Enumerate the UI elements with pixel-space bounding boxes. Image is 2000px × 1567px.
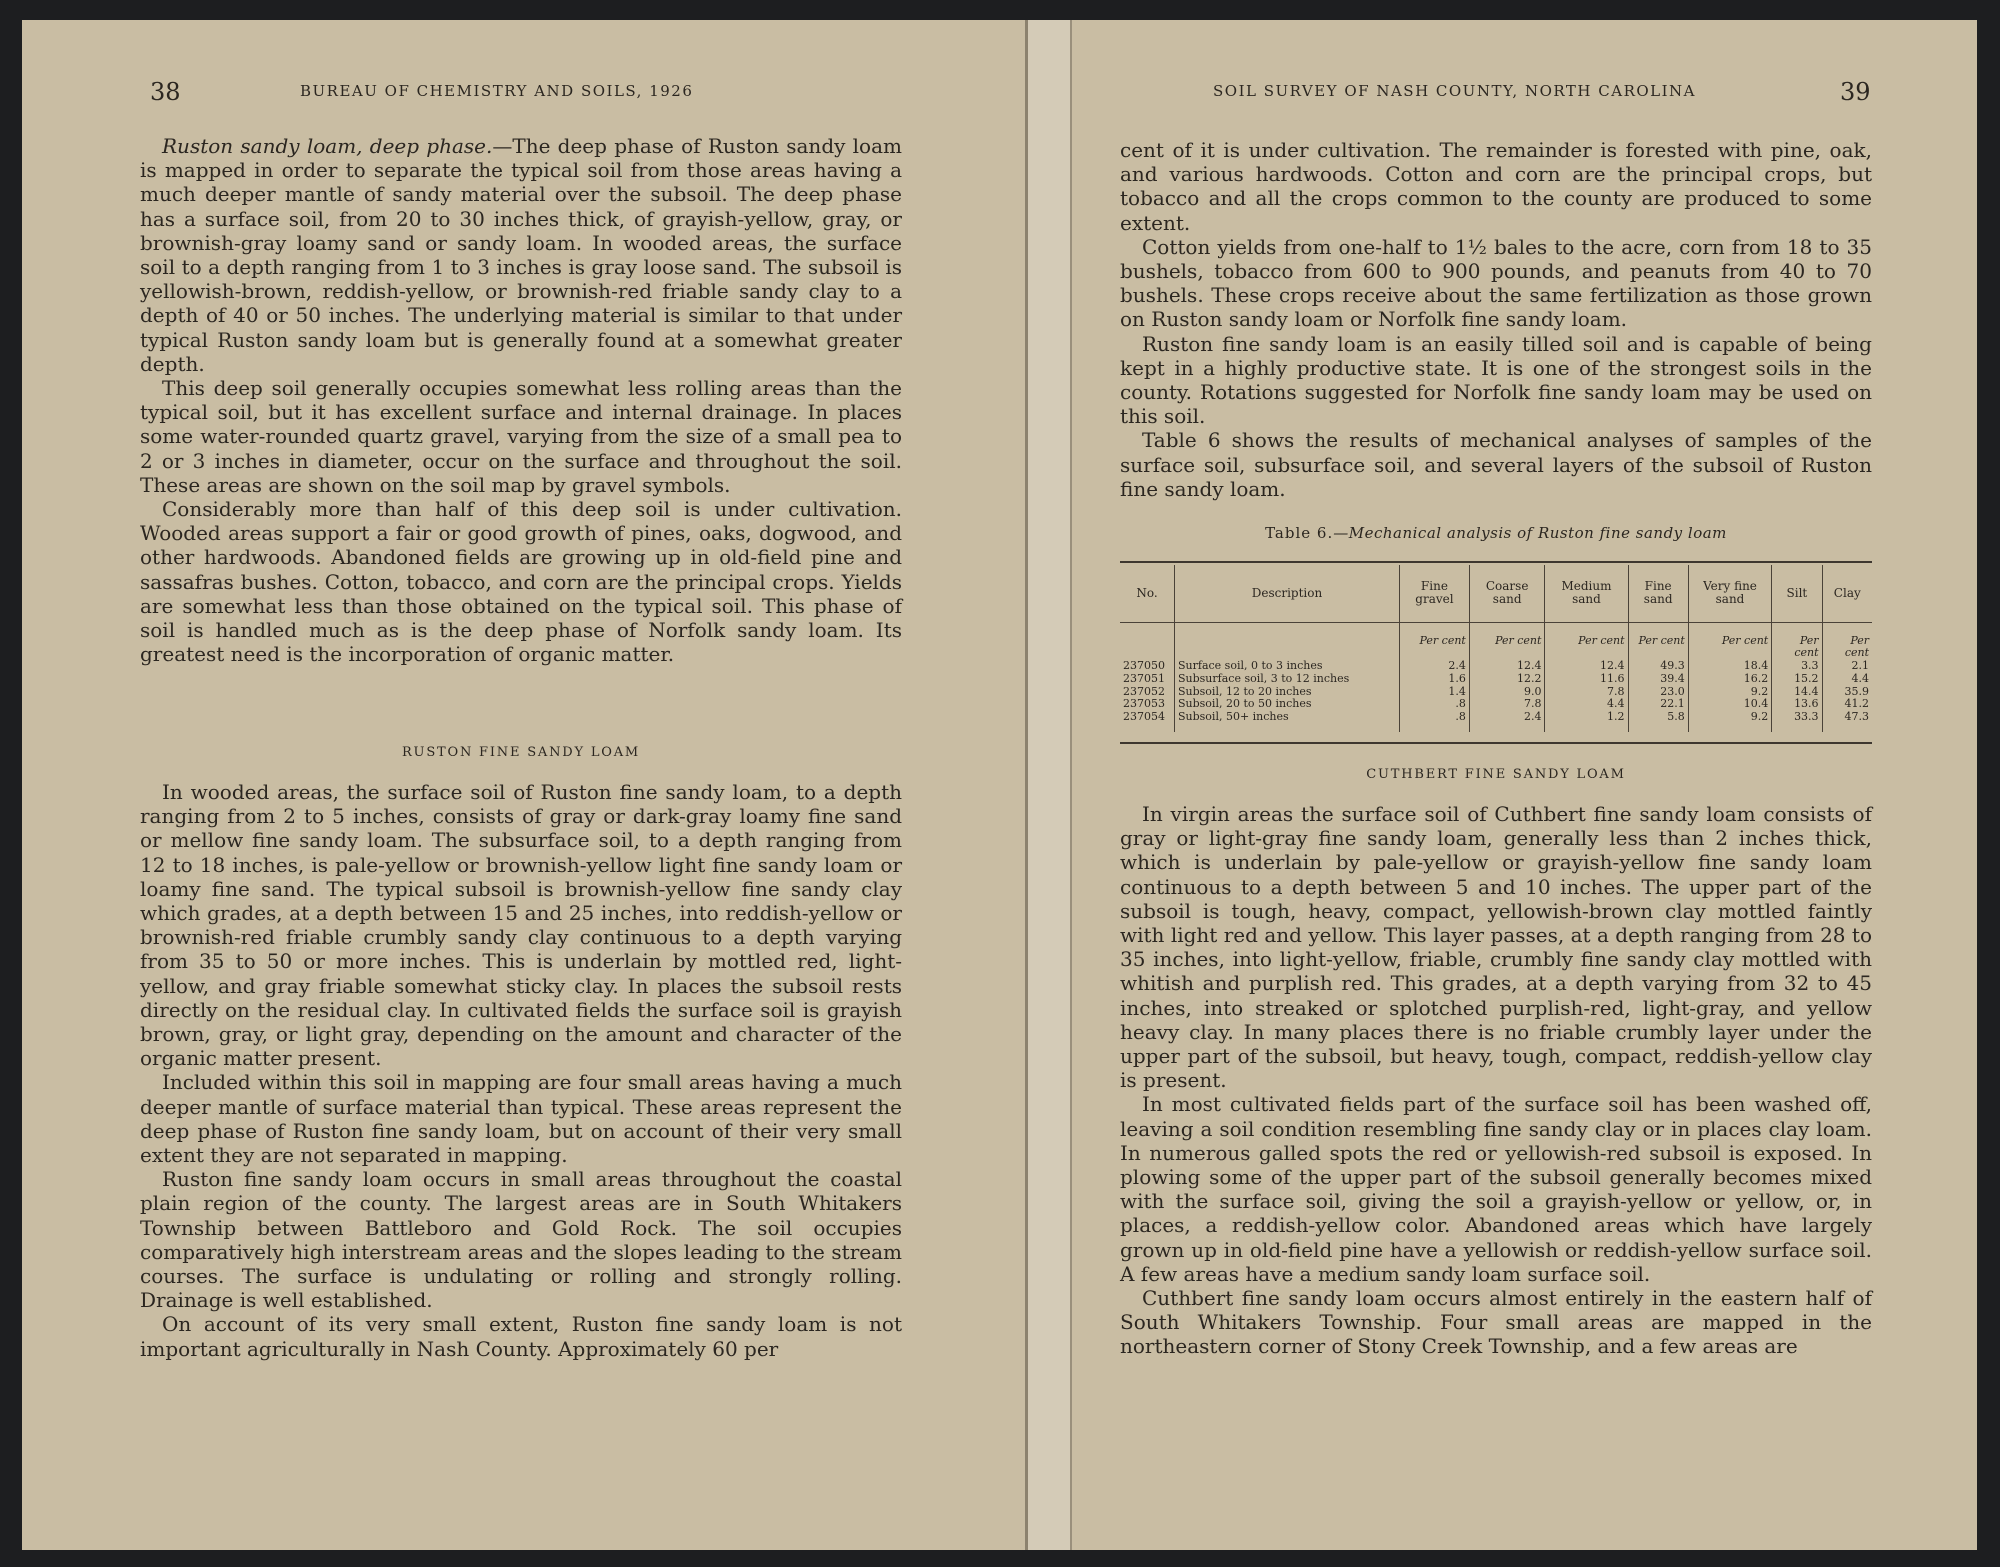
table-row <box>1120 673 1872 686</box>
value-cell: 1.6 <box>1400 673 1470 686</box>
sample-number: 237053 <box>1123 697 1165 711</box>
unit-cell <box>1822 622 1872 660</box>
table-top-rule <box>1120 561 1872 563</box>
header-fine-sand: Fine sand <box>1628 565 1688 622</box>
section-heading-ruston: RUSTON FINE SANDY LOAM <box>401 745 641 760</box>
unit-label: Per cent <box>1844 633 1869 660</box>
paragraph: cent of it is under cultivation. The remainder is forested with pine, oak, and various hardwoods. Cotton and corn are the principal crops, but tobacco and all the crops common to the county are produced to some extent. <box>1120 138 1872 235</box>
paragraph: In most cultivated fields part of the surface soil has been washed off, leaving a soil condition resembling fine sandy clay or in places clay loam. In numerous galled spots the red or yellowish-red subsoil is exposed. In plowing some of the upper part of the subsoil generally becomes mixed with the surface soil, giving the soil a grayish-yellow or yellow, or, in places, a reddish-yellow color. Abandoned areas which have largely grown up in old-field pine have a yellowish or reddish-yellow surface soil. A few areas have a medium sandy loam surface soil. <box>1120 1092 1872 1286</box>
value-cell: .8 <box>1400 711 1470 732</box>
sample-description: Subsoil, 50+ inches <box>1175 711 1400 732</box>
unit-cell <box>1688 622 1771 660</box>
value-cell: 15.2 <box>1772 673 1822 686</box>
unit-label: Per cent <box>1578 633 1625 647</box>
value-cell: 12.4 <box>1545 660 1628 673</box>
paragraph: Cuthbert fine sandy loam occurs almost entirely in the eastern half of South Whitakers Township. Four small areas are mapped in the northeastern corner of Stony Creek Township, and a few areas are <box>1120 1286 1872 1359</box>
value-cell: 9.0 <box>1469 686 1545 699</box>
sample-number: 237050 <box>1123 659 1165 673</box>
unit-label: Per cent <box>1495 633 1542 647</box>
value-cell: 9.2 <box>1688 711 1771 732</box>
value-cell: 2.4 <box>1400 660 1470 673</box>
unit-cell <box>1772 622 1822 660</box>
unit-cell <box>1469 622 1545 660</box>
table-caption <box>1120 524 1872 542</box>
value-cell: 7.8 <box>1469 698 1545 711</box>
italic-lead: Ruston sandy loam, deep phase. <box>162 134 493 158</box>
table-row <box>1120 711 1872 732</box>
paragraph-text: —The deep phase of Ruston sandy loam is mapped in order to separate the typical soil from those areas having a much deeper mantle of sandy material over the subsoil. The deep phase has a surface soil, from 20 to 30 inches thick, of grayish-yellow, gray, or brownish-gray loamy sand or sandy loam. In wooded areas, the surface soil to a depth ranging from 1 to 3 inches is gray loose sand. The subsoil is yellowish-brown, reddish-yellow, or brownish-red friable sandy clay to a depth of 40 or 50 inches. The underlying material is similar to that under typical Ruston sandy loam but is generally found at a somewhat greater depth. <box>140 134 902 376</box>
table-caption-title: —Mechanical analysis of Ruston fine sandy loam <box>1333 524 1727 542</box>
value-cell: 18.4 <box>1688 660 1771 673</box>
unit-cell <box>1628 622 1688 660</box>
sample-number: 237052 <box>1123 684 1165 698</box>
header-coarse-sand: Coarse sand <box>1469 565 1545 622</box>
header-fine-gravel: Fine gravel <box>1400 565 1470 622</box>
paragraph: Ruston fine sandy loam occurs in small areas throughout the coastal plain region of the county. The largest areas are in South Whitakers Township between Battleboro and Gold Rock. The soil occupies comparatively high interstream areas and the slopes leading to the stream courses. The surface is undulating or rolling and strongly rolling. Drainage is well established. <box>140 1167 902 1313</box>
value-cell: 1.4 <box>1400 686 1470 699</box>
unit-row <box>1120 622 1872 660</box>
header-very-fine-sand: Very fine sand <box>1688 565 1771 622</box>
value-cell: 22.1 <box>1628 698 1688 711</box>
table-bottom-rule <box>1120 742 1872 744</box>
header-clay: Clay <box>1822 565 1872 622</box>
left-intro-text <box>140 134 902 666</box>
table-row <box>1120 660 1872 673</box>
header-medium-sand: Medium sand <box>1545 565 1628 622</box>
value-cell: 13.6 <box>1772 698 1822 711</box>
unit-label: Per cent <box>1419 633 1466 647</box>
mechanical-analysis-table <box>1120 565 1872 732</box>
section-heading-cuthbert: CUTHBERT FINE SANDY LOAM <box>1366 767 1626 782</box>
value-cell: 11.6 <box>1545 673 1628 686</box>
paragraph: Considerably more than half of this deep soil is under cultivation. Wooded areas support a fair or good growth of pines, oaks, dogwood, and other hardwoods. Abandoned fields are growing up in old-field pine and sassafras bushes. Cotton, tobacco, and corn are the principal crops. Yields are somewhat less than those obtained on the typical soil. This phase of soil is handled much as is the deep phase of Norfolk sandy loam. Its greatest need is the incorporation of organic matter. <box>140 497 902 667</box>
paragraph: Table 6 shows the results of mechanical analyses of samples of the surface soil, subsurface soil, and several layers of the subsoil of Ruston fine sandy loam. <box>1120 428 1872 501</box>
running-head-left: BUREAU OF CHEMISTRY AND SOILS, 1926 <box>300 82 694 100</box>
paragraph: This deep soil generally occupies somewhat less rolling areas than the typical soil, but it has excellent surface and internal drainage. In places some water-rounded quartz gravel, varying from the size of a small pea to 2 or 3 inches in diameter, occur on the surface and throughout the soil. These areas are shown on the soil map by gravel symbols. <box>140 376 902 497</box>
value-cell: 4.4 <box>1822 673 1872 686</box>
value-cell: 4.4 <box>1545 698 1628 711</box>
unit-label: Per cent <box>1638 633 1685 647</box>
sample-number: 237054 <box>1123 710 1165 724</box>
value-cell: 23.0 <box>1628 686 1688 699</box>
unit-spacer <box>1120 622 1175 660</box>
right-section-text <box>1120 802 1872 1359</box>
value-cell: 7.8 <box>1545 686 1628 699</box>
gutter-edge-left <box>1025 20 1028 1550</box>
value-cell: 1.2 <box>1545 711 1628 732</box>
header-no: No. <box>1120 565 1175 622</box>
value-cell: 9.2 <box>1688 686 1771 699</box>
sample-number: 237051 <box>1123 671 1165 685</box>
value-cell: 41.2 <box>1822 698 1872 711</box>
unit-label: Per cent <box>1721 633 1769 647</box>
sample-description: Subsoil, 12 to 20 inches <box>1175 686 1400 699</box>
page-number-left: 38 <box>150 78 181 106</box>
sample-description: Surface soil, 0 to 3 inches <box>1175 660 1400 673</box>
unit-label: Per cent <box>1794 633 1819 660</box>
unit-cell <box>1545 622 1628 660</box>
paragraph: Cotton yields from one-half to 1½ bales to the acre, corn from 18 to 35 bushels, tobacco from 600 to 900 pounds, and peanuts from 40 to 70 bushels. These crops receive about the same fertilization as those grown on Ruston sandy loam or Norfolk fine sandy loam. <box>1120 234 1872 332</box>
value-cell: 39.4 <box>1628 673 1688 686</box>
paragraph: In virgin areas the surface soil of Cuthbert fine sandy loam consists of gray or light-gray fine sandy loam, generally less than 2 inches thick, which is underlain by pale-yellow or grayish-yellow fine sandy loam continuous to a depth between 5 and 10 inches. The upper part of the subsoil is tough, heavy, compact, yellowish-brown clay mottled faintly with light red and yellow. This layer passes, at a depth ranging from 28 to 35 inches, into light-yellow, friable, crumbly fine sandy clay mottled with whitish and purplish red. This grades, at a depth varying from 32 to 45 inches, into streaked or splotched purplish-red, light-gray, and yellow heavy clay. In many places there is no friable crumbly layer under the upper part of the subsoil, but heavy, tough, compact, reddish-yellow clay is present. <box>1120 802 1872 1093</box>
value-cell: 33.3 <box>1772 711 1822 732</box>
paragraph: Ruston fine sandy loam is an easily tilled soil and is capable of being kept in a highly productive state. It is one of the strongest soils in the county. Rotations suggested for Norfolk fine sandy loam may be used on this soil. <box>1120 331 1872 429</box>
value-cell: .8 <box>1400 698 1470 711</box>
paragraph: Included within this soil in mapping are four small areas having a much deeper mantle of surface material than typical. These areas represent the deep phase of Ruston fine sandy loam, but on account of their very small extent they are not separated in mapping. <box>140 1070 902 1168</box>
value-cell: 12.2 <box>1469 673 1545 686</box>
paragraph: In wooded areas, the surface soil of Ruston fine sandy loam, to a depth ranging from 2 to 5 inches, consists of gray or dark-gray loamy fine sand or mellow fine sandy loam. The subsurface soil, to a depth ranging from 12 to 18 inches, is pale-yellow or brownish-yellow light fine sandy loam or loamy fine sand. The typical subsoil is brownish-yellow fine sandy clay which grades, at a depth between 15 and 25 inches, into reddish-yellow or brownish-red friable crumbly sandy clay continuous to a depth varying from 35 to 50 or more inches. This is underlain by mottled red, light-yellow, and gray friable somewhat sticky clay. In places the subsoil rests directly on the residual clay. In cultivated fields the surface soil is grayish brown, gray, or light gray, depending on the amount and character of the organic matter present. <box>140 780 902 1071</box>
left-section-text <box>140 780 902 1361</box>
value-cell: 2.4 <box>1469 711 1545 732</box>
right-intro-text <box>1120 138 1872 501</box>
value-cell: 5.8 <box>1628 711 1688 732</box>
value-cell: 10.4 <box>1688 698 1771 711</box>
table-caption-label: Table 6. <box>1265 524 1334 542</box>
value-cell: 35.9 <box>1822 686 1872 699</box>
table-header-row <box>1120 565 1872 622</box>
unit-spacer <box>1175 622 1400 660</box>
value-cell: 14.4 <box>1772 686 1822 699</box>
value-cell: 3.3 <box>1772 660 1822 673</box>
unit-cell <box>1400 622 1470 660</box>
value-cell: 12.4 <box>1469 660 1545 673</box>
book-gutter <box>1027 20 1072 1550</box>
value-cell: 16.2 <box>1688 673 1771 686</box>
sample-description: Subsurface soil, 3 to 12 inches <box>1175 673 1400 686</box>
running-head-right: SOIL SURVEY OF NASH COUNTY, NORTH CAROLINA <box>1213 82 1697 100</box>
page-number-right: 39 <box>1840 78 1871 106</box>
header-description: Description <box>1175 565 1400 622</box>
header-silt: Silt <box>1772 565 1822 622</box>
value-cell: 2.1 <box>1822 660 1872 673</box>
paragraph: On account of its very small extent, Ruston fine sandy loam is not important agriculturally in Nash County. Approximately 60 per <box>140 1312 902 1361</box>
value-cell: 47.3 <box>1822 711 1872 732</box>
paragraph <box>140 134 902 376</box>
value-cell: 49.3 <box>1628 660 1688 673</box>
sample-description: Subsoil, 20 to 50 inches <box>1175 698 1400 711</box>
